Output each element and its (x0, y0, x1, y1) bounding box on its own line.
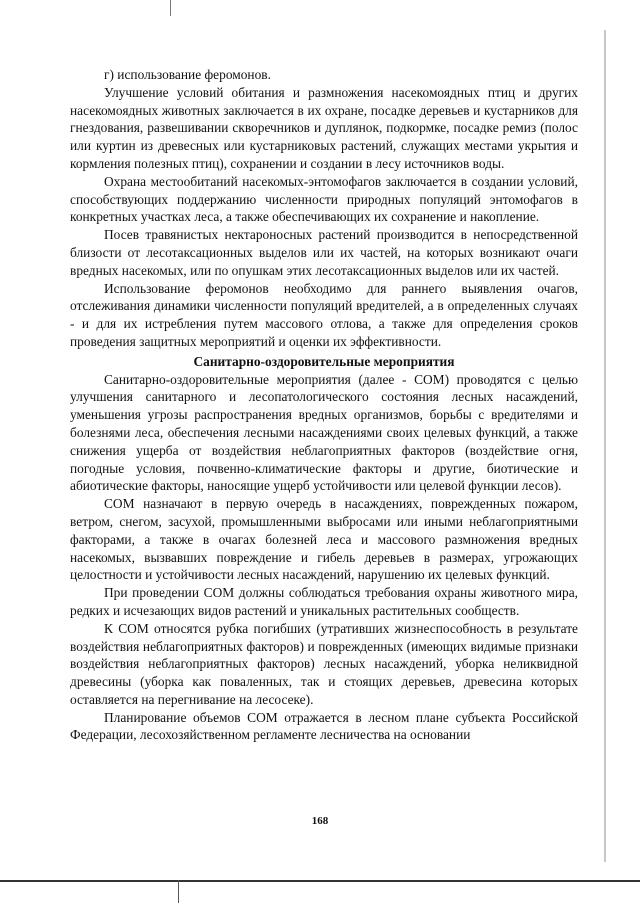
paragraph-list-item-g: г) использование феромонов. (104, 67, 271, 82)
document-page (70, 66, 578, 744)
scan-artifact-right-edge (604, 30, 606, 862)
page-number: 168 (311, 815, 329, 827)
scan-artifact-bottom-rule (0, 880, 640, 882)
paragraph-insectivorous-birds: Улучшение условий обитания и размножения насекомоядных птиц и других насекомоядных животных заключается в их охране, посадке деревьев и кустарников для гнездования, развешивании скворечников и дуплянок, подкормке, посадке ремиз (полос или куртин из древесных или кустарниковых растений, служащих местами укрытия и кормления полезных птиц), сохранении и создании в лесу источников воды. (70, 84, 578, 171)
paragraph-som-assignment: СОМ назначают в первую очередь в насаждениях, поврежденных пожаром, ветром, снегом, засухой, промышленными выбросами или иными неблагоприятными факторами, а также в очагах болезней леса и массового размножения вредных насекомых, вызвавших повреждение и гибель деревьев в размерах, угрожающих целостности и устойчивости лесных насаждений, нарушению их целевых функций. (70, 496, 578, 583)
scan-artifact-bottom-tick (178, 880, 179, 903)
paragraph-som-includes: К СОМ относятся рубка погибших (утративших жизнеспособность в результате воздействия неблагоприятных факторов) и поврежденных (имеющих видимые признаки воздействия неблагоприятных факторов) лесных насаждений, уборка неликвидной древесины (уборка как поваленных, так и стоящих деревьев, древесина которых оставляется на перегнивание на лесосеке). (70, 620, 578, 707)
paragraph-nectar-plants: Посев травянистых нектароносных растений производится в непосредственной близости от лесотаксационных выделов или их частей, на которых возникают очаги вредных насекомых, или по опушкам этих лесотаксационных выделов или их частей. (70, 227, 578, 278)
paragraph-pheromones: Использование феромонов необходимо для раннего выявления очагов, отслеживания динамики численности популяций вредителей, а в определенных случаях - и для их истребления путем массового отлова, а также для определения сроков проведения защитных мероприятий и оценки их эффективности. (70, 280, 578, 349)
paragraph-som-requirements: При проведении СОМ должны соблюдаться требования охраны животного мира, редких и исчезающих видов растений и уникальных растительных сообществ. (70, 585, 578, 618)
paragraph-som-planning: Планирование объемов СОМ отражается в лесном плане субъекта Российской Федерации, лесохозяйственном регламенте лесничества на основании (70, 709, 578, 743)
scan-artifact-top-line (170, 0, 171, 16)
section-heading: Санитарно-оздоровительные мероприятия (193, 353, 455, 369)
paragraph-entomophages-habitat: Охрана местообитаний насекомых-энтомофагов заключается в создании условий, способствующих поддержанию численности природных популяций энтомофагов в конкретных участках леса, а также обеспечивающих их сохранение и накопление. (70, 173, 578, 225)
paragraph-som-definition: Санитарно-оздоровительные мероприятия (далее - СОМ) проводятся с целью улучшения санитарного и лесопатологического состояния лесных насаждений, уменьшения угрозы распространения вредных организмов, борьбы с вредителями и болезнями леса, обеспечения лесными насаждениями своих целевых функций, а также снижения ущерба от воздействия неблагоприятных факторов (воздействие огня, погодные условия, почвенно-климатические факторы и другие, биотические и абиотические факторы, наносящие ущерб устойчивости или целевой функции лесов). (70, 371, 578, 494)
